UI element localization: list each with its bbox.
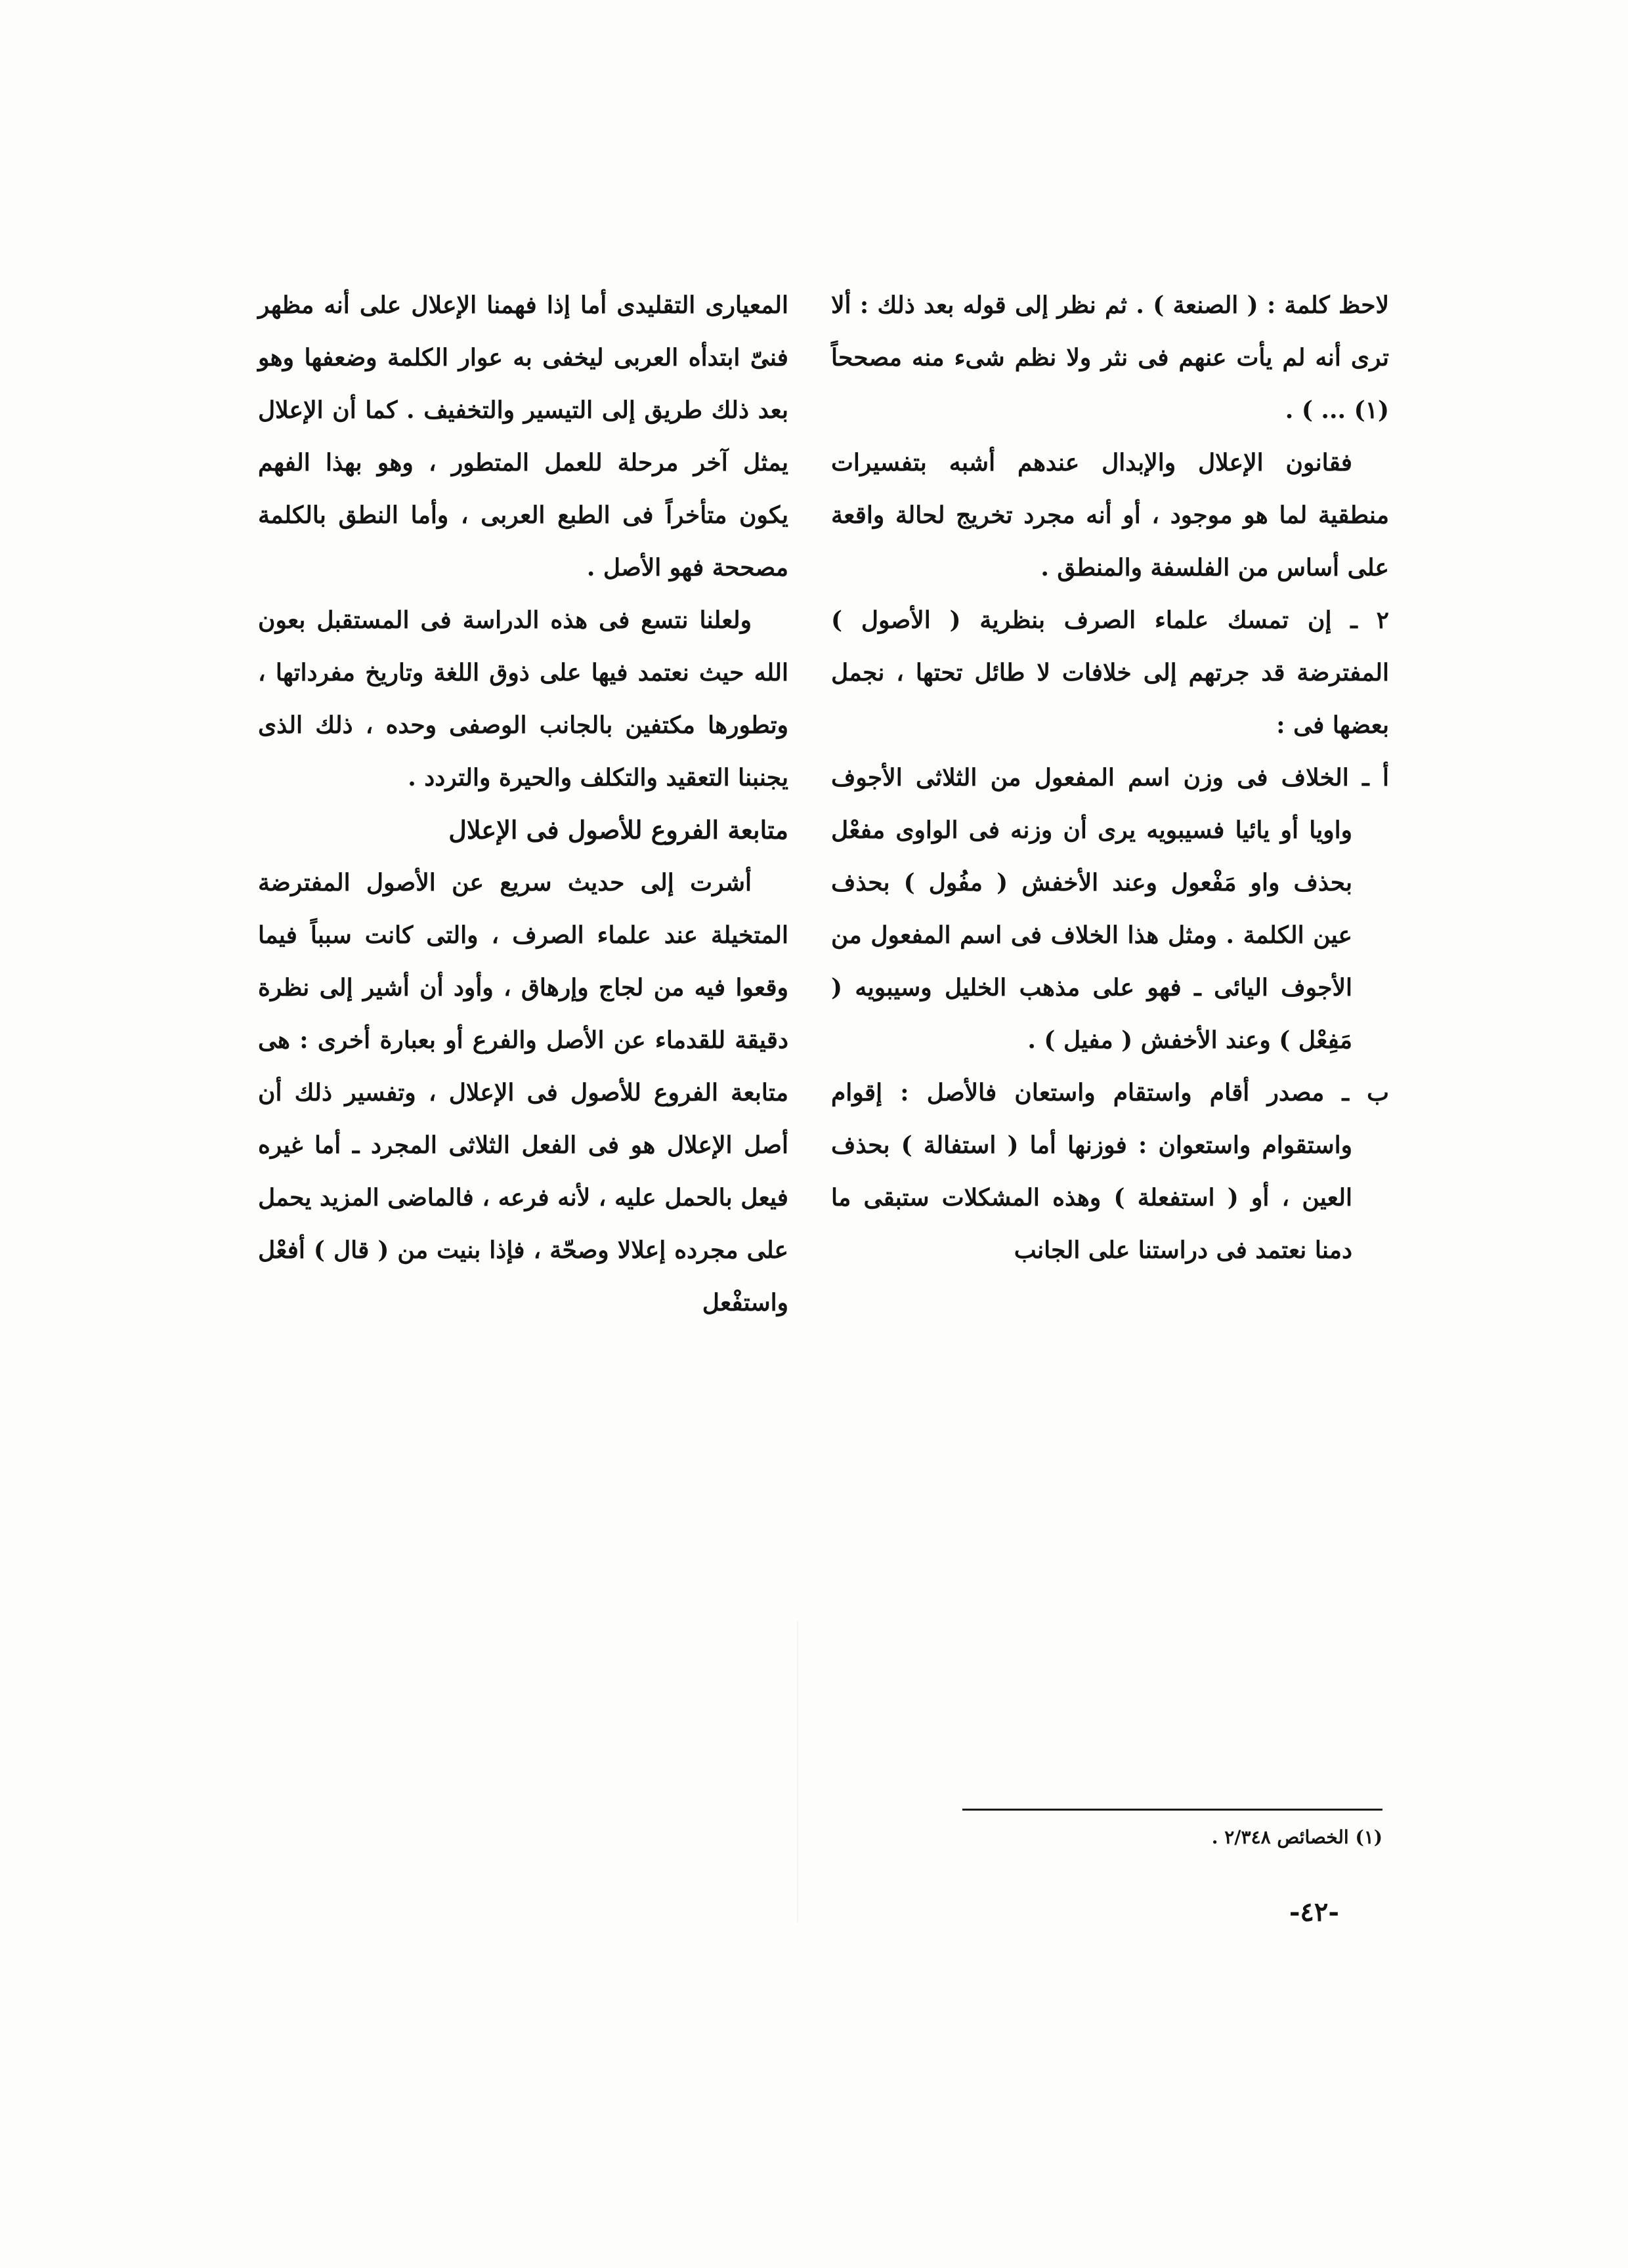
paragraph-ilal-law: فقانون الإعلال والإبدال عندهم أشبه بتفسيرات منطقية لما هو موجود ، أو أنه مجرد تخريج لحالة واقعة على أساس من الفلسفة والمنطق . <box>831 449 1390 581</box>
footnote-divider <box>962 1809 1382 1811</box>
paragraph-point-two: ٢ ـ إن تمسك علماء الصرف بنظرية ( الأصول ) المفترضة قد جرتهم إلى خلافات لا طائل تحتها ، نجمل بعضها فى : <box>831 606 1389 739</box>
page-number: -٤٢- <box>1289 1897 1339 1927</box>
paragraph-future-study: ولعلنا نتسع فى هذه الدراسة فى المستقبل بعون الله حيث نعتمد فيها على ذوق اللغة وتاريخ مفرداتها ، وتطورها مكتفين بالجانب الوصفى وحده ، ذلك الذى يجنبنا التعقيد والتكلف والحيرة والتردد . <box>258 606 788 791</box>
right-text-column <box>831 279 1389 1276</box>
list-item-ba: ب ـ مصدر أقام واستقام واستعان فالأصل : إقوام واستقوام واستعوان : فوزنها أما ( استفالة ) بحذف العين ، أو ( استفعلة ) وهذه المشكلات ستبقى ما دمنا نعتمد فى دراستنا على الجانب <box>831 1079 1389 1264</box>
paragraph-standard-view: المعيارى التقليدى أما إذا فهمنا الإعلال على أنه مظهر فنىّ ابتدأه العربى ليخفى به عوار الكلمة وضعفها وهو بعد ذلك طريق إلى التيسير والتخفيف . كما أن الإعلال يمثل آخر مرحلة للعمل المتطور ، وهو بهذا الفهم يكون متأخراً فى الطبع العربى ، وأما النطق بالكلمة مصححة فهو الأصل . <box>258 291 788 581</box>
paragraph-branches-follow-roots: أشرت إلى حديث سريع عن الأصول المفترضة المتخيلة عند علماء الصرف ، والتى كانت سبباً فيما وقعوا فيه من لجاج وإرهاق ، وأود أن أشير إلى نظرة دقيقة للقدماء عن الأصل والفرع أو بعبارة أخرى : هى متابعة الفروع للأصول فى الإعلال ، وتفسير ذلك أن أصل الإعلال هو فى الفعل الثلاثى المجرد ـ أما غيره فيعل بالحمل عليه ، لأنه فرعه ، فالماضى المزيد يحمل على مجرده إعلالا وصحّة ، فإذا بنيت من ( قال ) أفعْل واستفْعل <box>258 869 788 1316</box>
footnote: (١) الخصائص ٢/٣٤٨ . <box>1211 1826 1382 1848</box>
list-item-alif: أ ـ الخلاف فى وزن اسم المفعول من الثلاثى الأجوف واويا أو يائيا فسيبويه يرى أن وزنه فى الواوى مفعْل بحذف واو مَفْعول وعند الأخفش ( مفُول ) بحذف عين الكلمة . ومثل هذا الخلاف فى اسم المفعول من الأجوف اليائى ـ فهو على مذهب الخليل وسيبويه ( مَفِعْل ) وعند الأخفش ( مفيل ) . <box>831 764 1389 1054</box>
left-text-column <box>258 279 788 1329</box>
paragraph-sina-quote: لاحظ كلمة : ( الصنعة ) . ثم نظر إلى قوله بعد ذلك : ألا ترى أنه لم يأت عنهم فى نثر ولا نظم شىء منه مصححاً (١) ... ) . <box>831 291 1389 424</box>
page-shadow-mark <box>797 1621 798 1923</box>
section-heading: متابعة الفروع للأصول فى الإعلال <box>448 815 788 845</box>
